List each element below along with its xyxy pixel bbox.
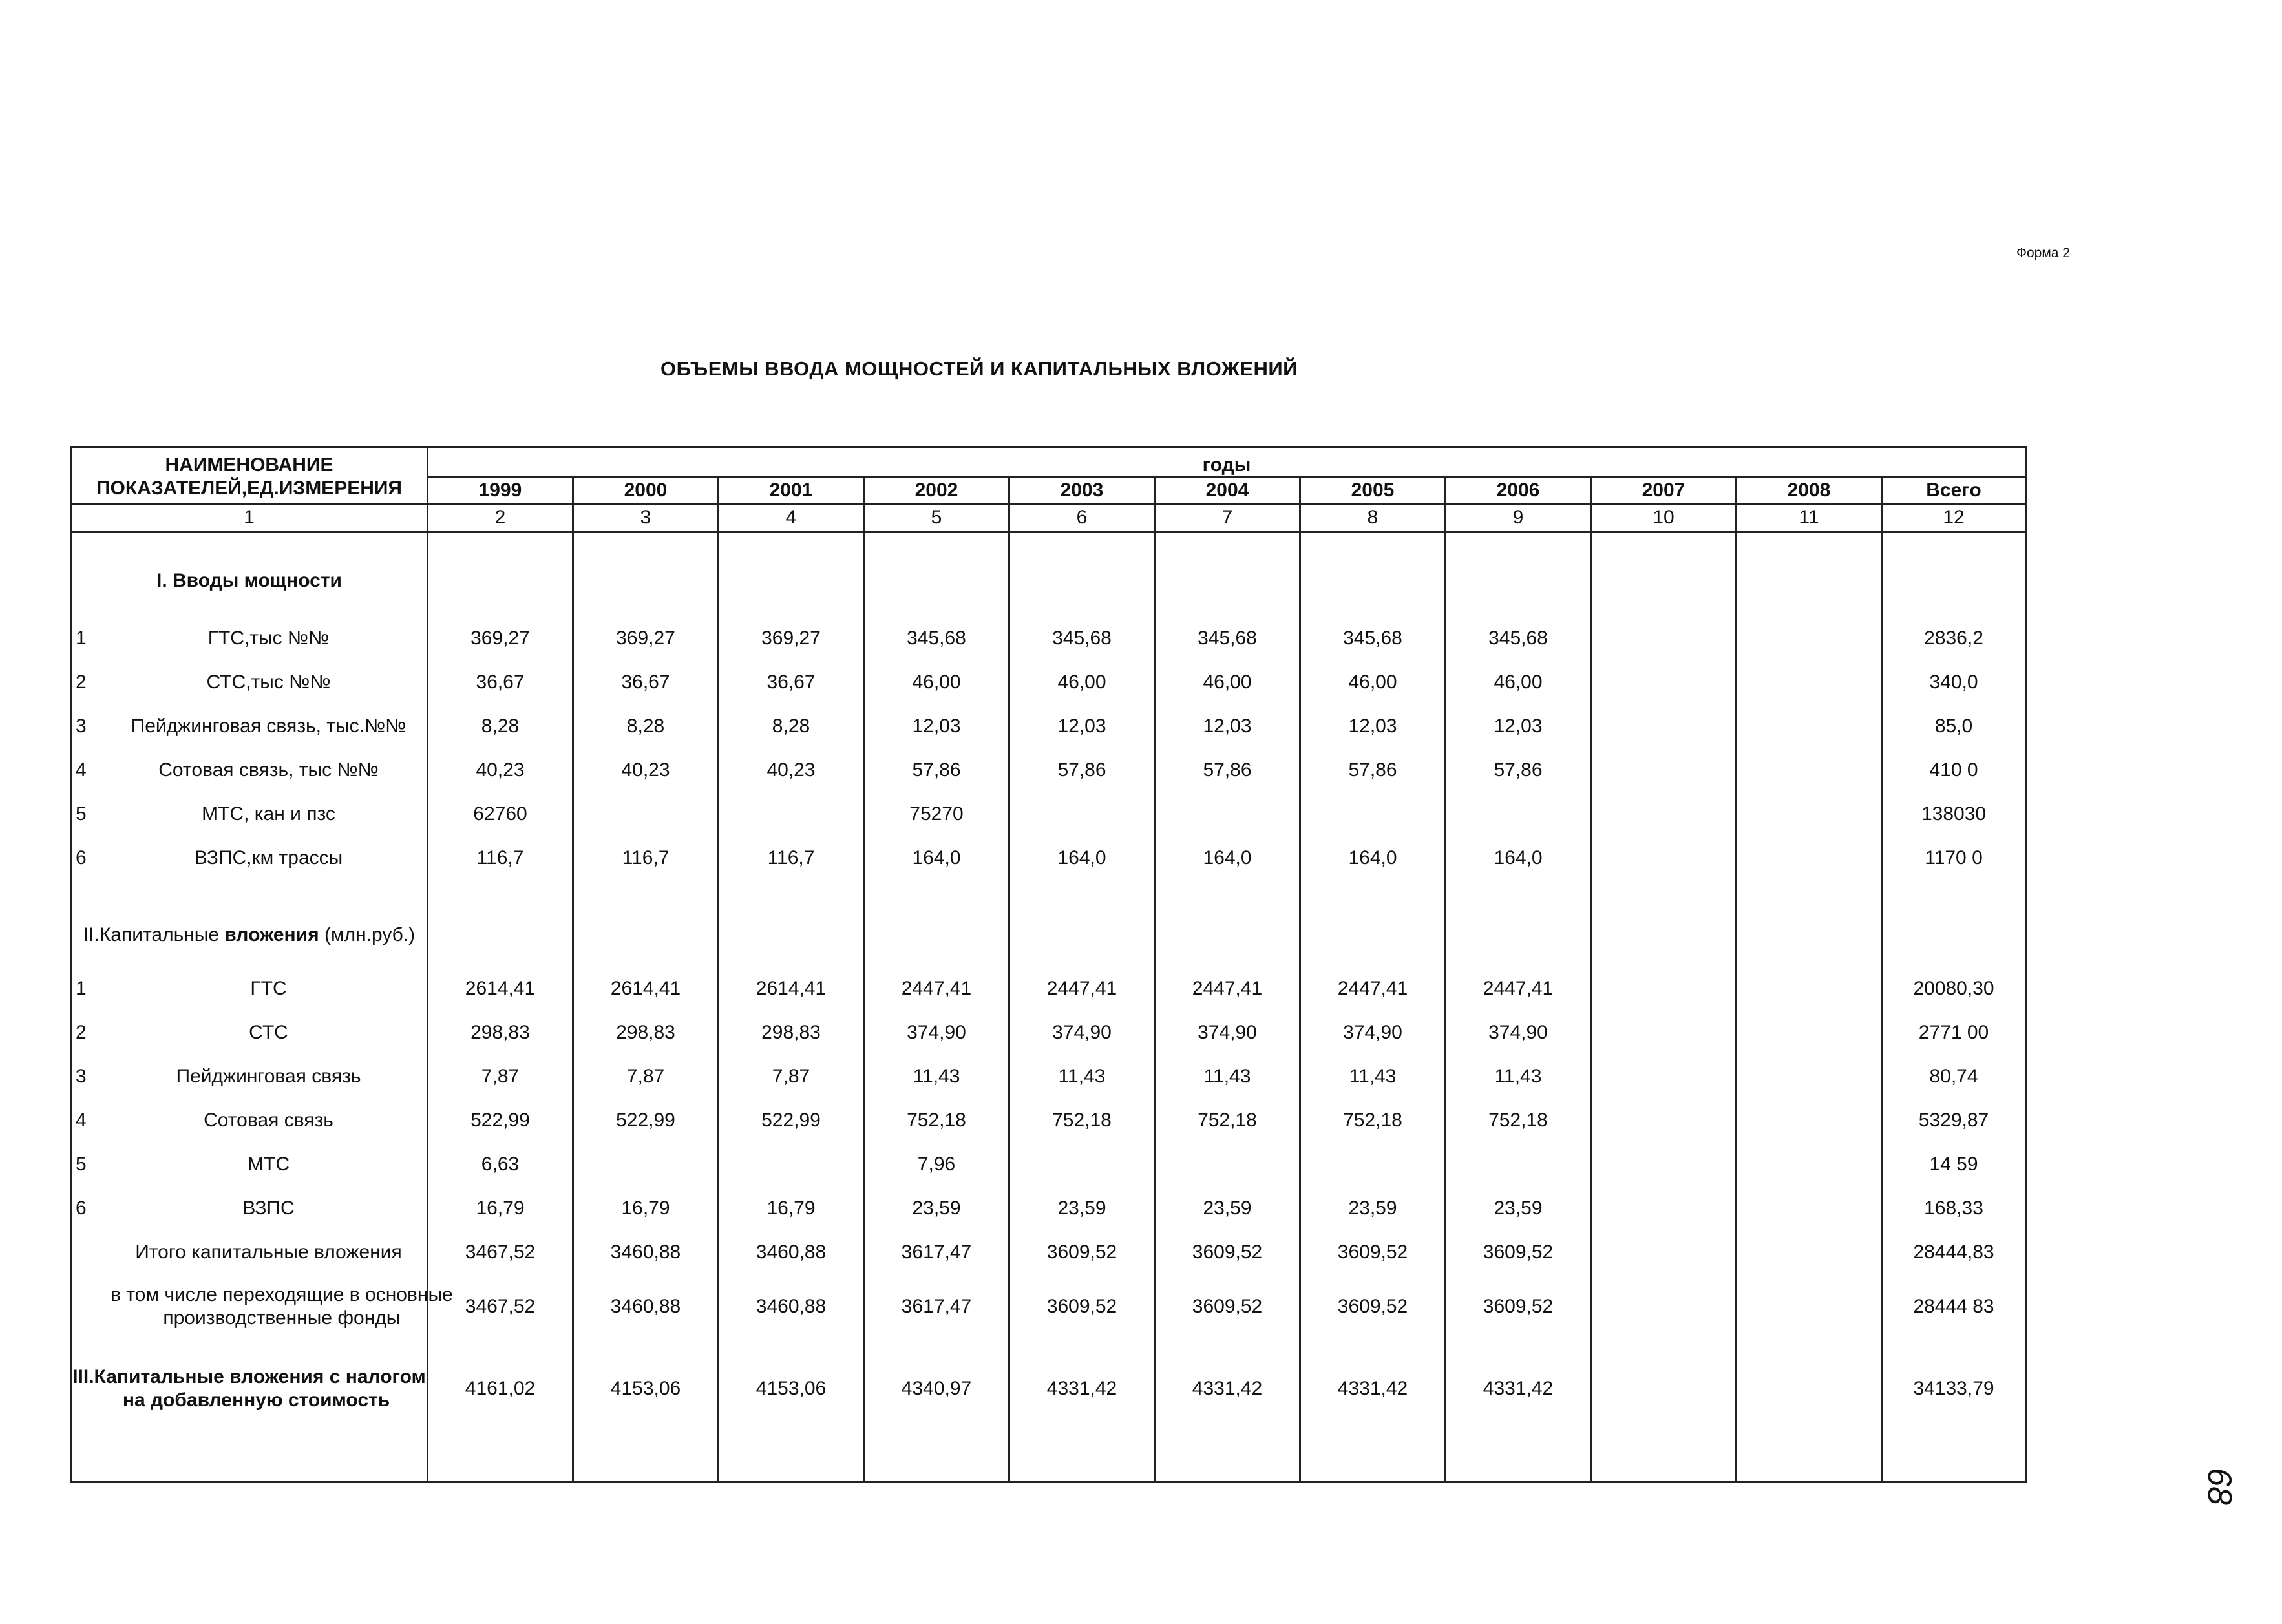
year-header-4: 2002	[864, 478, 1009, 504]
indicator-name	[71, 1055, 428, 1099]
column-number-3: 3	[573, 504, 719, 532]
table-cell: 298,83	[428, 1011, 573, 1055]
column-number-7: 7	[1155, 504, 1300, 532]
table-cell: 75270	[864, 792, 1009, 836]
indicator-name	[71, 704, 428, 748]
table-cell: 7,87	[719, 1055, 864, 1099]
table-cell: 23,59	[864, 1186, 1009, 1230]
table-cell: 3460,88	[573, 1230, 719, 1274]
table-cell: 168,33	[1882, 1186, 2026, 1230]
table-cell: 116,7	[428, 836, 573, 880]
table-cell: 34133,79	[1882, 1339, 2026, 1427]
capacity-investment-table	[70, 446, 2027, 1483]
table-cell: 752,18	[1009, 1099, 1155, 1143]
table-cell	[1591, 836, 1737, 880]
table-cell: 752,18	[1300, 1099, 1446, 1143]
year-header-5: 2003	[1009, 478, 1155, 504]
table-cell: 2447,41	[1446, 967, 1591, 1011]
indicator-name	[71, 1186, 428, 1230]
column-number-6: 6	[1009, 504, 1155, 532]
table-cell: 3460,88	[719, 1274, 864, 1339]
table-row	[71, 617, 2026, 660]
including-label-line2: производственные фонды	[163, 1307, 401, 1329]
table-cell: 298,83	[719, 1011, 864, 1055]
table-cell: 3460,88	[573, 1274, 719, 1339]
table-cell: 3460,88	[719, 1230, 864, 1274]
table-cell: 2614,41	[573, 967, 719, 1011]
table-cell: 16,79	[719, 1186, 864, 1230]
section-3-row	[71, 1339, 2026, 1427]
page-number: 68	[2200, 1468, 2238, 1505]
table-row	[71, 1011, 2026, 1055]
column-number-5: 5	[864, 504, 1009, 532]
row-index: 4	[76, 759, 87, 781]
table-cell: 369,27	[719, 617, 864, 660]
table-cell: 57,86	[1009, 748, 1155, 792]
table-cell	[1737, 792, 1882, 836]
table-cell: 138030	[1882, 792, 2026, 836]
table-cell: 40,23	[719, 748, 864, 792]
table-cell: 3617,47	[864, 1274, 1009, 1339]
table-cell: 3609,52	[1155, 1274, 1300, 1339]
year-header-1: 1999	[428, 478, 573, 504]
including-label	[72, 1283, 453, 1330]
table-row	[71, 748, 2026, 792]
table-cell: 46,00	[1446, 660, 1591, 704]
indicator-name	[71, 1011, 428, 1055]
name-header-line1: НАИМЕНОВАНИЕ	[165, 454, 333, 476]
table-cell	[1591, 748, 1737, 792]
table-cell	[1737, 1230, 1882, 1274]
row-index: 1	[76, 978, 87, 999]
name-column-header	[71, 447, 428, 504]
table-cell: 345,68	[1009, 617, 1155, 660]
indicator-name	[71, 617, 428, 660]
table-cell: 57,86	[1300, 748, 1446, 792]
table-cell	[1737, 1099, 1882, 1143]
table-cell	[1737, 1143, 1882, 1186]
table-row	[71, 967, 2026, 1011]
year-header-10: 2008	[1737, 478, 1882, 504]
section-3-title-line2: на добавленную стоимость	[122, 1389, 390, 1411]
table-cell: 11,43	[1155, 1055, 1300, 1099]
indicator-name	[71, 967, 428, 1011]
table-cell: 20080,30	[1882, 967, 2026, 1011]
table-cell	[1737, 1011, 1882, 1055]
table-cell: 36,67	[428, 660, 573, 704]
table-cell	[1737, 1055, 1882, 1099]
table-cell: 3467,52	[428, 1274, 573, 1339]
table-cell: 3609,52	[1155, 1230, 1300, 1274]
table-cell: 8,28	[573, 704, 719, 748]
table-cell: 374,90	[1009, 1011, 1155, 1055]
table-cell: 23,59	[1155, 1186, 1300, 1230]
table-cell	[573, 1143, 719, 1186]
table-cell: 345,68	[1300, 617, 1446, 660]
table-cell: 4153,06	[719, 1339, 864, 1427]
row-index: 5	[76, 1154, 87, 1175]
table-cell	[1591, 1230, 1737, 1274]
table-cell: 3609,52	[1300, 1274, 1446, 1339]
table-cell	[719, 792, 864, 836]
table-cell: 410 0	[1882, 748, 2026, 792]
table-cell: 7,87	[573, 1055, 719, 1099]
row-label: ВЗПС,км трассы	[194, 847, 343, 869]
table-cell	[1737, 967, 1882, 1011]
table-cell	[1591, 1055, 1737, 1099]
row-index: 4	[76, 1110, 87, 1131]
table-cell	[719, 1143, 864, 1186]
table-cell: 12,03	[1446, 704, 1591, 748]
table-cell	[1737, 1339, 1882, 1427]
table-cell: 374,90	[1446, 1011, 1591, 1055]
table-cell: 345,68	[864, 617, 1009, 660]
table-cell: 12,03	[1009, 704, 1155, 748]
table-cell: 116,7	[573, 836, 719, 880]
table-cell: 345,68	[1155, 617, 1300, 660]
table-cell: 752,18	[864, 1099, 1009, 1143]
table-cell	[1446, 792, 1591, 836]
table-cell: 12,03	[1155, 704, 1300, 748]
section-2-title-part: (млн.руб.)	[319, 924, 416, 945]
table-cell: 57,86	[864, 748, 1009, 792]
table-cell: 164,0	[1300, 836, 1446, 880]
table-cell: 6,63	[428, 1143, 573, 1186]
table-cell: 11,43	[1446, 1055, 1591, 1099]
row-index: 2	[76, 1022, 87, 1043]
section-2-title-row	[71, 880, 2026, 967]
table-cell	[1446, 1143, 1591, 1186]
row-label: МТС	[248, 1154, 290, 1175]
including-row	[71, 1274, 2026, 1339]
table-cell: 62760	[428, 792, 573, 836]
including-label-line1: в том числе переходящие в основные	[111, 1284, 453, 1305]
table-cell: 57,86	[1446, 748, 1591, 792]
indicator-name	[71, 836, 428, 880]
table-cell: 8,28	[719, 704, 864, 748]
row-index: 1	[76, 627, 87, 649]
table-cell: 164,0	[864, 836, 1009, 880]
table-cell: 4153,06	[573, 1339, 719, 1427]
table-cell	[1591, 1339, 1737, 1427]
table-cell: 2447,41	[1155, 967, 1300, 1011]
column-number-4: 4	[719, 504, 864, 532]
table-cell	[1591, 660, 1737, 704]
table-cell: 345,68	[1446, 617, 1591, 660]
table-cell: 57,86	[1155, 748, 1300, 792]
row-index: 6	[76, 1197, 87, 1219]
table-cell: 116,7	[719, 836, 864, 880]
row-index: 6	[76, 847, 87, 869]
table-cell: 369,27	[428, 617, 573, 660]
year-header-8: 2006	[1446, 478, 1591, 504]
table-cell	[1591, 1011, 1737, 1055]
column-numbers-row	[71, 504, 2026, 532]
table-cell	[1737, 1186, 1882, 1230]
table-cell: 752,18	[1446, 1099, 1591, 1143]
table-cell: 3609,52	[1009, 1230, 1155, 1274]
table-cell	[1155, 792, 1300, 836]
table-cell	[1737, 617, 1882, 660]
year-header-11: Всего	[1882, 478, 2026, 504]
table-cell	[1737, 704, 1882, 748]
total-row	[71, 1230, 2026, 1274]
total-label-cell	[71, 1230, 428, 1274]
row-label: ГТС	[250, 978, 287, 999]
table-cell: 374,90	[1300, 1011, 1446, 1055]
table-cell	[1591, 967, 1737, 1011]
row-label: Сотовая связь, тыс №№	[158, 759, 379, 781]
table-bottom-row	[71, 1427, 2026, 1482]
column-number-12: 12	[1882, 504, 2026, 532]
row-label: СТС,тыс №№	[206, 671, 331, 693]
including-label-cell	[71, 1274, 453, 1339]
column-number-1: 1	[71, 504, 428, 532]
section-3-title	[71, 1339, 428, 1427]
table-cell	[1591, 1274, 1737, 1339]
table-row	[71, 792, 2026, 836]
table-cell: 14 59	[1882, 1143, 2026, 1186]
table-cell	[1009, 792, 1155, 836]
table-cell	[573, 792, 719, 836]
table-cell: 46,00	[1155, 660, 1300, 704]
table-cell	[1737, 660, 1882, 704]
table-cell: 3609,52	[1300, 1230, 1446, 1274]
row-label: МТС, кан и пзс	[202, 803, 335, 825]
table-cell: 522,99	[719, 1099, 864, 1143]
table-cell: 23,59	[1300, 1186, 1446, 1230]
total-label: Итого капитальные вложения	[135, 1241, 402, 1263]
table-cell: 340,0	[1882, 660, 2026, 704]
table-cell: 2836,2	[1882, 617, 2026, 660]
table-cell: 2614,41	[428, 967, 573, 1011]
table-cell: 36,67	[719, 660, 864, 704]
table-cell: 12,03	[1300, 704, 1446, 748]
table-cell: 23,59	[1009, 1186, 1155, 1230]
year-header-2: 2000	[573, 478, 719, 504]
row-index: 3	[76, 1066, 87, 1087]
table-cell	[1591, 792, 1737, 836]
table-cell: 11,43	[864, 1055, 1009, 1099]
table-row	[71, 704, 2026, 748]
table-cell: 752,18	[1155, 1099, 1300, 1143]
table-cell: 2447,41	[864, 967, 1009, 1011]
table-cell: 11,43	[1300, 1055, 1446, 1099]
header-row	[71, 447, 2026, 478]
table-cell	[1009, 1143, 1155, 1186]
table-cell: 2447,41	[1009, 967, 1155, 1011]
table-cell	[1737, 1274, 1882, 1339]
year-header-9: 2007	[1591, 478, 1737, 504]
table-cell	[1155, 1143, 1300, 1186]
table-cell: 5329,87	[1882, 1099, 2026, 1143]
table-cell: 46,00	[1009, 660, 1155, 704]
table-row	[71, 1186, 2026, 1230]
table-cell: 40,23	[573, 748, 719, 792]
section-1-title-row	[71, 532, 2026, 617]
section-2-title-part: вложения	[224, 924, 319, 945]
table-cell: 12,03	[864, 704, 1009, 748]
table-cell: 11,43	[1009, 1055, 1155, 1099]
page-title: ОБЪЕМЫ ВВОДА МОЩНОСТЕЙ И КАПИТАЛЬНЫХ ВЛОЖЕНИЙ	[660, 357, 1298, 380]
table-cell	[1591, 617, 1737, 660]
section-2-title-part: II.Капитальные	[83, 924, 225, 945]
table-cell: 16,79	[573, 1186, 719, 1230]
table-cell: 374,90	[1155, 1011, 1300, 1055]
indicator-name	[71, 792, 428, 836]
table-cell: 2771 00	[1882, 1011, 2026, 1055]
year-header-3: 2001	[719, 478, 864, 504]
indicator-name	[71, 660, 428, 704]
table-cell: 46,00	[1300, 660, 1446, 704]
column-number-8: 8	[1300, 504, 1446, 532]
table-cell: 4331,42	[1446, 1339, 1591, 1427]
table-cell: 85,0	[1882, 704, 2026, 748]
table-cell: 522,99	[428, 1099, 573, 1143]
table-cell: 3609,52	[1009, 1274, 1155, 1339]
column-number-11: 11	[1737, 504, 1882, 532]
table-cell: 164,0	[1155, 836, 1300, 880]
table-row	[71, 1055, 2026, 1099]
table-cell	[1737, 748, 1882, 792]
table-cell: 3467,52	[428, 1230, 573, 1274]
table-row	[71, 1099, 2026, 1143]
table-cell	[1300, 792, 1446, 836]
row-index: 5	[76, 803, 87, 825]
section-2-title	[71, 880, 428, 967]
table-cell: 23,59	[1446, 1186, 1591, 1230]
section-1-title: I. Вводы мощности	[71, 532, 428, 617]
row-index: 3	[76, 715, 87, 737]
table-cell: 8,28	[428, 704, 573, 748]
table-cell	[1737, 836, 1882, 880]
table-cell: 164,0	[1446, 836, 1591, 880]
row-index: 2	[76, 671, 87, 693]
row-label: Пейджинговая связь, тыс.№№	[131, 715, 407, 737]
table-cell: 369,27	[573, 617, 719, 660]
year-header-7: 2005	[1300, 478, 1446, 504]
table-cell: 2447,41	[1300, 967, 1446, 1011]
table-cell	[1591, 704, 1737, 748]
column-number-10: 10	[1591, 504, 1737, 532]
column-number-2: 2	[428, 504, 573, 532]
row-label: Пейджинговая связь	[176, 1066, 361, 1087]
table-cell: 298,83	[573, 1011, 719, 1055]
table-cell: 36,67	[573, 660, 719, 704]
name-header-line2: ПОКАЗАТЕЛЕЙ,ЕД.ИЗМЕРЕНИЯ	[96, 478, 402, 499]
table-cell	[1300, 1143, 1446, 1186]
table-cell: 7,96	[864, 1143, 1009, 1186]
table-cell: 80,74	[1882, 1055, 2026, 1099]
table-row	[71, 660, 2026, 704]
table-cell: 522,99	[573, 1099, 719, 1143]
table-cell: 4340,97	[864, 1339, 1009, 1427]
row-label: Сотовая связь	[204, 1110, 333, 1131]
table-cell: 1170 0	[1882, 836, 2026, 880]
table-cell: 4331,42	[1300, 1339, 1446, 1427]
table-cell: 4161,02	[428, 1339, 573, 1427]
year-header-6: 2004	[1155, 478, 1300, 504]
table-cell: 28444,83	[1882, 1230, 2026, 1274]
table-cell	[1591, 1143, 1737, 1186]
years-header: годы	[428, 447, 2026, 478]
form-label: Форма 2	[2016, 246, 2070, 260]
table-cell	[1591, 1099, 1737, 1143]
table-cell: 164,0	[1009, 836, 1155, 880]
row-label: ГТС,тыс №№	[207, 627, 330, 649]
table-cell: 16,79	[428, 1186, 573, 1230]
section-3-title-line1: III.Капитальные вложения с налогом	[72, 1366, 426, 1387]
table-cell: 2614,41	[719, 967, 864, 1011]
table-cell	[1591, 1186, 1737, 1230]
table-cell: 3609,52	[1446, 1274, 1591, 1339]
indicator-name	[71, 748, 428, 792]
table-cell: 40,23	[428, 748, 573, 792]
table-cell: 28444 83	[1882, 1274, 2026, 1339]
row-label: СТС	[249, 1022, 288, 1043]
table-cell: 374,90	[864, 1011, 1009, 1055]
table-cell: 4331,42	[1155, 1339, 1300, 1427]
table-cell: 4331,42	[1009, 1339, 1155, 1427]
table-cell: 7,87	[428, 1055, 573, 1099]
indicator-name	[71, 1099, 428, 1143]
table-row	[71, 836, 2026, 880]
table-cell: 46,00	[864, 660, 1009, 704]
table-row	[71, 1143, 2026, 1186]
column-number-9: 9	[1446, 504, 1591, 532]
indicator-name	[71, 1143, 428, 1186]
row-label: ВЗПС	[242, 1197, 295, 1219]
table-cell: 3609,52	[1446, 1230, 1591, 1274]
table-cell: 3617,47	[864, 1230, 1009, 1274]
